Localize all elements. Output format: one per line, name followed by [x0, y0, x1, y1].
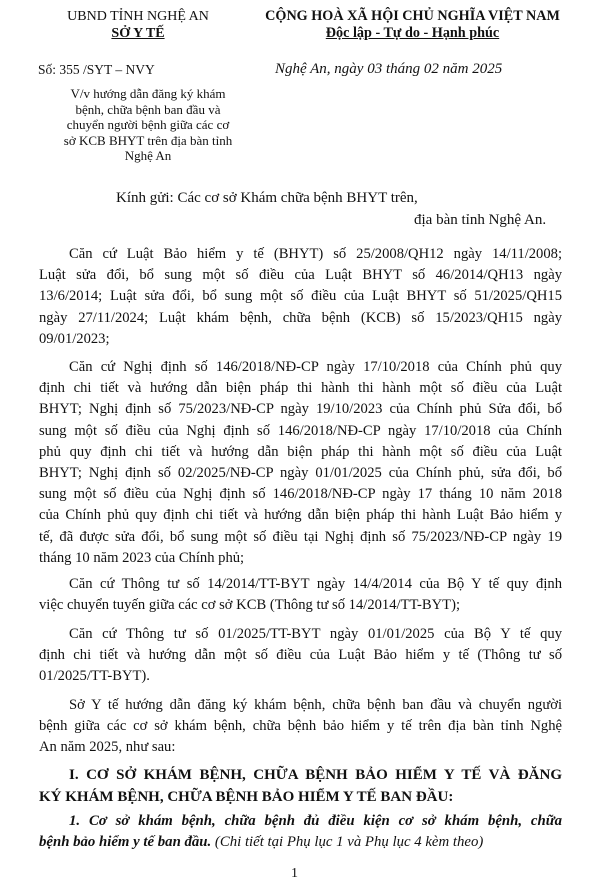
paragraph-legal-basis-law: Căn cứ Luật Bảo hiểm y tế (BHYT) số 25/2008/QH12 ngày 14/11/2008; Luật sửa đổi, bổ sung một số điều của Luật BHYT số 46/2014/QH13 ngày 13/6/2014; Luật sửa đổi, bổ sung một số điều của Luật BHYT số 51/2025/QH15 ngày 27/11/2024; Luật khám bệnh, chữa bệnh (KCB) số 15/2023/QH15 ngày 09/01/2023; — [39, 246, 562, 347]
paragraph-legal-basis-circular-14: Căn cứ Thông tư số 14/2014/TT-BYT ngày 14/4/2014 của Bộ Y tế quy định việc chuyển tuyến giữa các cơ sở KCB (Thông tư số 14/2014/TT-BYT); — [39, 576, 562, 614]
issuing-agency-block — [44, 8, 232, 42]
paragraph-legal-basis-circular-01: Căn cứ Thông tư số 01/2025/TT-BYT ngày 01/01/2025 của Bộ Y tế quy định chi tiết và hướng dẫn một số điều của Luật Bảo hiểm y tế (Thông tư số 01/2025/TT-BYT). — [39, 626, 562, 685]
nation-title: CỘNG HOÀ XÃ HỘI CHỦ NGHĨA VIỆT NAM — [265, 8, 560, 24]
motto: Độc lập - Tự do - Hạnh phúc — [325, 25, 500, 41]
item-1: 1. Cơ sở khám bệnh, chữa bệnh đủ điều kiện cơ sở khám bệnh, chữa bệnh bảo hiểm y tế ban đầu. (Chi tiết tại Phụ lục 1 và Phụ lục 4 kèm theo) — [39, 811, 562, 853]
item-1-line-2: bệnh bảo hiểm y tế ban đầu. (Chi tiết tại Phụ lục 1 và Phụ lục 4 kèm theo) — [39, 834, 484, 851]
recipient-line-2: địa bàn tỉnh Nghệ An. — [414, 212, 547, 228]
recipient-line-1: Kính gửi: Các cơ sở Khám chữa bệnh BHYT trên, — [116, 190, 418, 206]
section-heading-I: I. CƠ SỞ KHÁM BỆNH, CHỮA BỆNH BẢO HIỂM Y TẾ VÀ ĐĂNG KÝ KHÁM BỆNH, CHỮA BỆNH BẢO HIỂM Y TẾ BAN ĐẦU: — [39, 767, 562, 805]
document-number: Số: 355 /SYT – NVY — [38, 62, 155, 77]
national-title-block — [240, 8, 585, 42]
paragraph-intro: Sở Y tế hướng dẫn đăng ký khám bệnh, chữa bệnh ban đầu và chuyển người bệnh giữa các cơ sở khám bệnh, chữa bệnh bảo hiểm y tế trên địa bàn tỉnh Nghệ An năm 2025, như sau: — [39, 697, 562, 756]
document-subject: V/v hướng dẫn đăng ký khám bệnh, chữa bệnh ban đầu và chuyển người bệnh giữa các cơ sở KCB BHYT trên địa bàn tỉnh Nghệ An — [63, 86, 233, 163]
paragraph-legal-basis-decree: Căn cứ Nghị định số 146/2018/NĐ-CP ngày 17/10/2018 của Chính phủ quy định chi tiết và hướng dẫn biện pháp thi hành thi hành một số điều của Luật BHYT; Nghị định số 75/2023/NĐ-CP ngày 19/10/2023 của Chính phủ Sửa đổi, bổ sung một số điều của Nghị định số 146/2018/NĐ-CP ngày 17/10/2018 của Chính phủ quy định chi tiết và hướng dẫn biện pháp thi hành một số điều của Luật BHYT; Nghị định số 02/2025/NĐ-CP ngày 01/01/2025 của Chính phủ, sửa đổi, bổ sung một số điều của Nghị định số 146/2018/NĐ-CP ngày 17 tháng 10 năm 2018 của Chính phủ quy định chi tiết và hướng dẫn biện pháp thi hành Luật Bảo hiểm y tế, đã được sửa đổi, bổ sung một số điều tại Nghị định số 75/2023/NĐ-CP ngày 19 tháng 10 năm 2023 của Chính phủ; — [39, 359, 562, 566]
parent-agency: UBND TỈNH NGHỆ AN — [67, 9, 209, 24]
agency-name: SỞ Y TẾ — [111, 26, 165, 41]
page-number: 1 — [291, 866, 298, 881]
place-date: Nghệ An, ngày 03 tháng 02 năm 2025 — [275, 61, 503, 77]
